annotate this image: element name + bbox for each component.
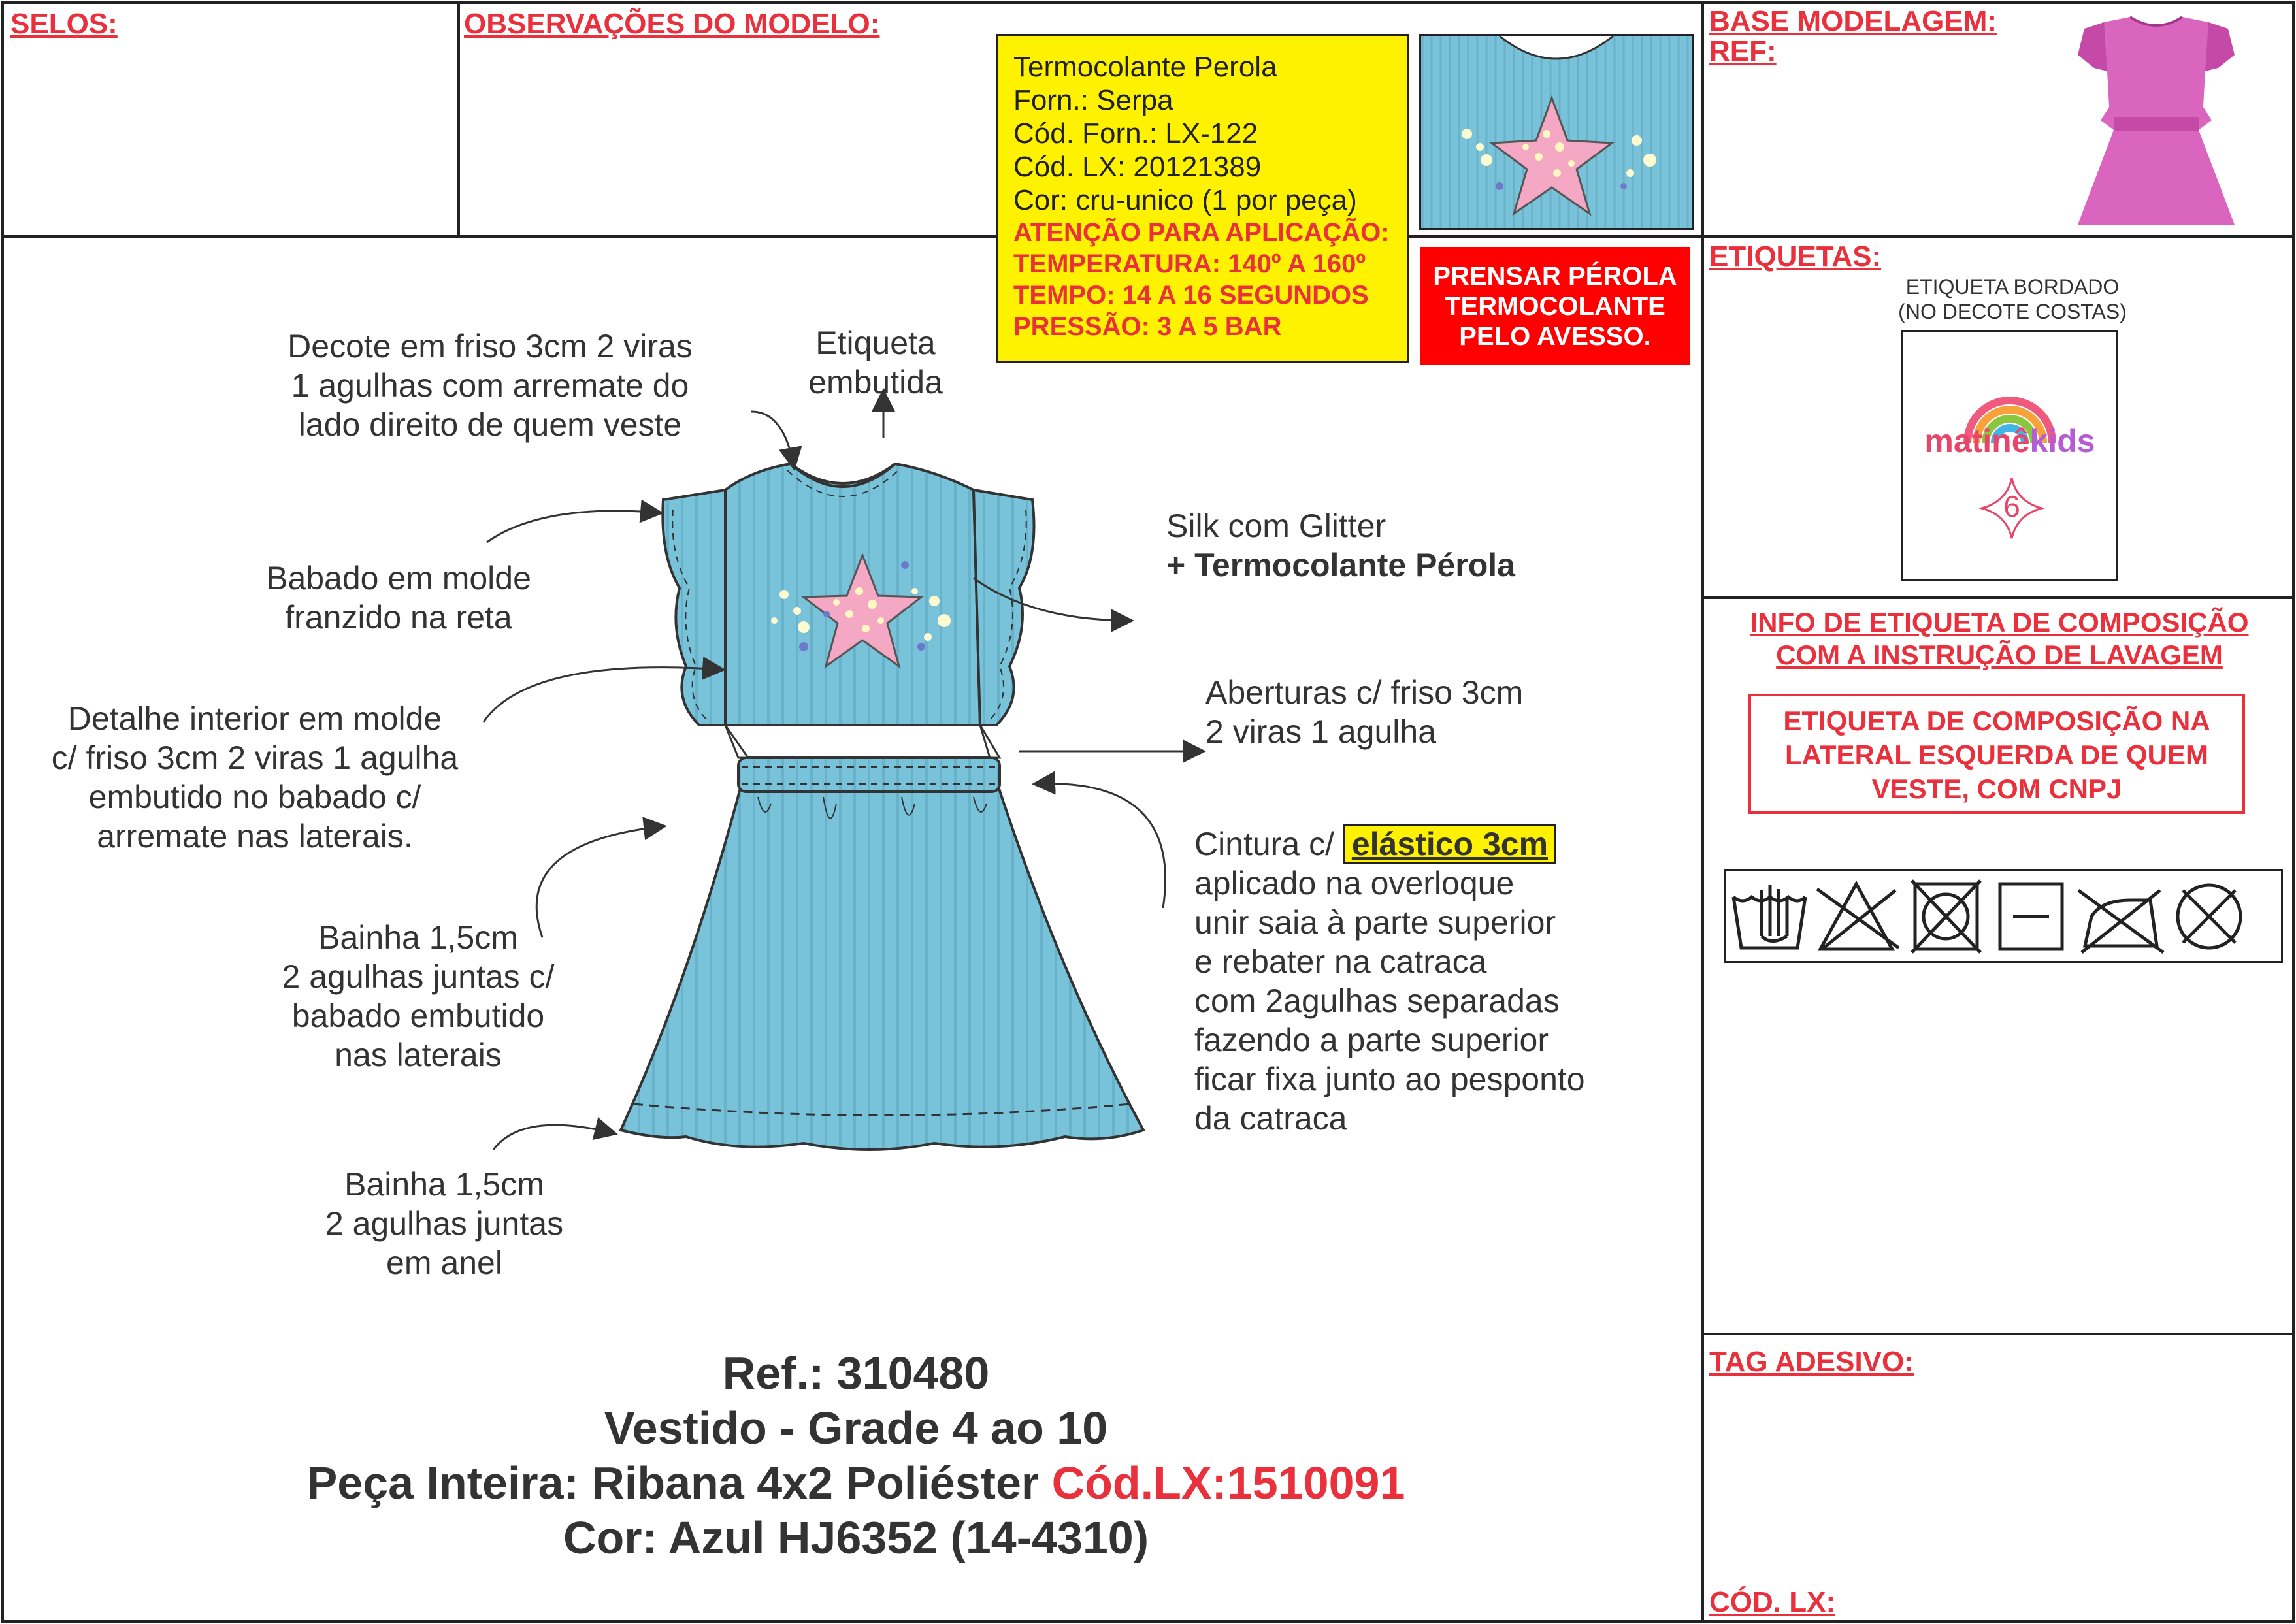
press-notice-line: PRENSAR PÉROLA — [1433, 262, 1677, 291]
cod-lx-label: CÓD. LX: — [1709, 1586, 1836, 1618]
composition-title — [1705, 606, 2293, 672]
note-line: embutido no babado c/ — [88, 779, 421, 815]
press-notice-line: TERMOCOLANTE — [1445, 292, 1665, 321]
note-line: unir saia à parte superior — [1194, 904, 1556, 941]
application-line: Cor: cru-unico (1 por peça) — [1013, 184, 1357, 216]
product-fabric-line — [0, 1455, 1712, 1510]
note-line: + Termocolante Pérola — [1166, 547, 1515, 583]
note-line: em anel — [386, 1244, 502, 1281]
application-warning: TEMPERATURA: 140º A 160º — [1013, 250, 1366, 278]
note-line: Aberturas c/ friso 3cm — [1205, 674, 1524, 711]
product-color: Cor: Azul HJ6352 (14-4310) — [563, 1512, 1149, 1563]
application-warning: PRESSÃO: 3 A 5 BAR — [1013, 312, 1282, 341]
sidebar-divider-2 — [1701, 596, 2295, 599]
brand-matine: matinê — [1924, 423, 2030, 459]
no-bleach-icon — [1817, 884, 1899, 949]
selos-label: SELOS: — [10, 8, 118, 40]
base-dress-thumbnail — [2058, 9, 2254, 231]
observacoes-label: OBSERVAÇÕES DO MODELO: — [464, 8, 880, 40]
elastic-highlight: elástico 3cm — [1343, 824, 1556, 864]
note-line: Decote em friso 3cm 2 viras — [287, 328, 693, 365]
note-cintura — [1194, 824, 1585, 1138]
application-line: Forn.: Serpa — [1013, 84, 1173, 116]
label-caption — [1816, 274, 2208, 324]
no-tumble-dry-icon — [1912, 881, 1980, 952]
sidebar-divider-1 — [1701, 235, 2295, 238]
note-line: Bainha 1,5cm — [318, 919, 518, 956]
note-line: 1 agulhas com arremate do — [291, 367, 689, 404]
product-fabric: Peça Inteira: Ribana 4x2 Poliéster — [306, 1457, 1052, 1508]
ref-label: REF: — [1709, 35, 1777, 67]
note-line: lado direito de quem veste — [298, 406, 682, 443]
application-line: Cód. Forn.: LX-122 — [1013, 118, 1258, 150]
note-line: embutida — [808, 364, 943, 400]
product-ref: Ref.: 310480 — [722, 1348, 990, 1399]
dry-flat-icon — [2000, 884, 2062, 949]
note-babado — [222, 559, 575, 637]
press-notice-line: PELO AVESSO. — [1459, 322, 1651, 351]
sidebar-divider-3 — [1701, 1333, 2295, 1335]
note-aberturas — [1205, 673, 1523, 751]
note-line: Bainha 1,5cm — [344, 1166, 544, 1203]
note-decote — [248, 327, 732, 444]
brand-label — [1901, 330, 2118, 581]
care-symbols-graphic — [1726, 871, 2281, 961]
note-line: Babado em molde — [266, 560, 531, 596]
note-line: da catraca — [1194, 1100, 1347, 1137]
base-modelagem-label: BASE MODELAGEM: — [1709, 5, 1997, 37]
note-line: babado embutido — [291, 998, 545, 1034]
note-line: Etiqueta — [815, 325, 936, 361]
note-silk — [1166, 506, 1515, 585]
note-line: franzido na reta — [285, 599, 512, 636]
size-value: 6 — [2003, 489, 2020, 523]
no-iron-icon — [2078, 890, 2163, 952]
note-line: ficar fixa junto ao pesponto — [1194, 1061, 1585, 1097]
label-caption-line: (NO DECOTE COSTAS) — [1898, 300, 2127, 323]
composition-box-line: LATERAL ESQUERDA DE QUEM — [1785, 739, 2208, 770]
note-line: Detalhe interior em molde — [67, 700, 442, 737]
note-line: fazendo a parte superior — [1194, 1022, 1549, 1058]
note-line: arremate nas laterais. — [97, 818, 413, 854]
application-line: Termocolante Perola — [1013, 51, 1277, 83]
note-detalhe — [13, 699, 497, 856]
note-bainha-saia — [274, 1165, 614, 1282]
etiquetas-label: ETIQUETAS: — [1709, 240, 1882, 272]
product-info — [0, 1346, 1712, 1565]
product-fabric-code: Cód.LX:1510091 — [1051, 1457, 1405, 1508]
note-line: 2 agulhas juntas c/ — [282, 958, 555, 995]
note-etiqueta — [797, 323, 954, 402]
note-line: nas laterais — [335, 1037, 502, 1073]
note-line: com 2agulhas separadas — [1194, 983, 1560, 1019]
tag-adesivo-label: TAG ADESIVO: — [1709, 1346, 1914, 1378]
note-line: c/ friso 3cm 2 viras 1 agulha — [51, 739, 459, 776]
note-line: 2 viras 1 agulha — [1205, 713, 1437, 750]
composition-title-line: INFO DE ETIQUETA DE COMPOSIÇÃO — [1750, 607, 2249, 638]
note-line: Silk com Glitter — [1166, 508, 1386, 544]
composition-title-line: COM A INSTRUÇÃO DE LAVAGEM — [1776, 640, 2223, 670]
cintura-prefix: Cintura c/ — [1194, 826, 1343, 862]
note-line: aplicado na overloque — [1194, 865, 1515, 901]
note-line: 2 agulhas juntas — [325, 1205, 564, 1242]
application-line: Cód. LX: 20121389 — [1013, 151, 1262, 183]
note-line — [1194, 824, 1585, 864]
brand-kids: kids — [2029, 423, 2095, 459]
product-name: Vestido - Grade 4 ao 10 — [604, 1403, 1108, 1453]
no-dry-clean-icon — [2178, 885, 2240, 948]
application-warning: ATENÇÃO PARA APLICAÇÃO: — [1013, 218, 1390, 247]
composition-box-line: ETIQUETA DE COMPOSIÇÃO NA — [1783, 706, 2210, 736]
note-line: e rebater na catraca — [1194, 943, 1487, 980]
note-bainha-babado — [222, 918, 614, 1075]
care-symbols — [1724, 869, 2283, 963]
hand-wash-icon — [1733, 885, 1805, 948]
brand-logo — [1903, 422, 2116, 460]
composition-box — [1748, 694, 2245, 814]
composition-box-line: VESTE, COM CNPJ — [1871, 773, 2122, 804]
application-warning: TEMPO: 14 A 16 SEGUNDOS — [1013, 281, 1369, 310]
label-caption-line: ETIQUETA BORDADO — [1905, 275, 2120, 299]
